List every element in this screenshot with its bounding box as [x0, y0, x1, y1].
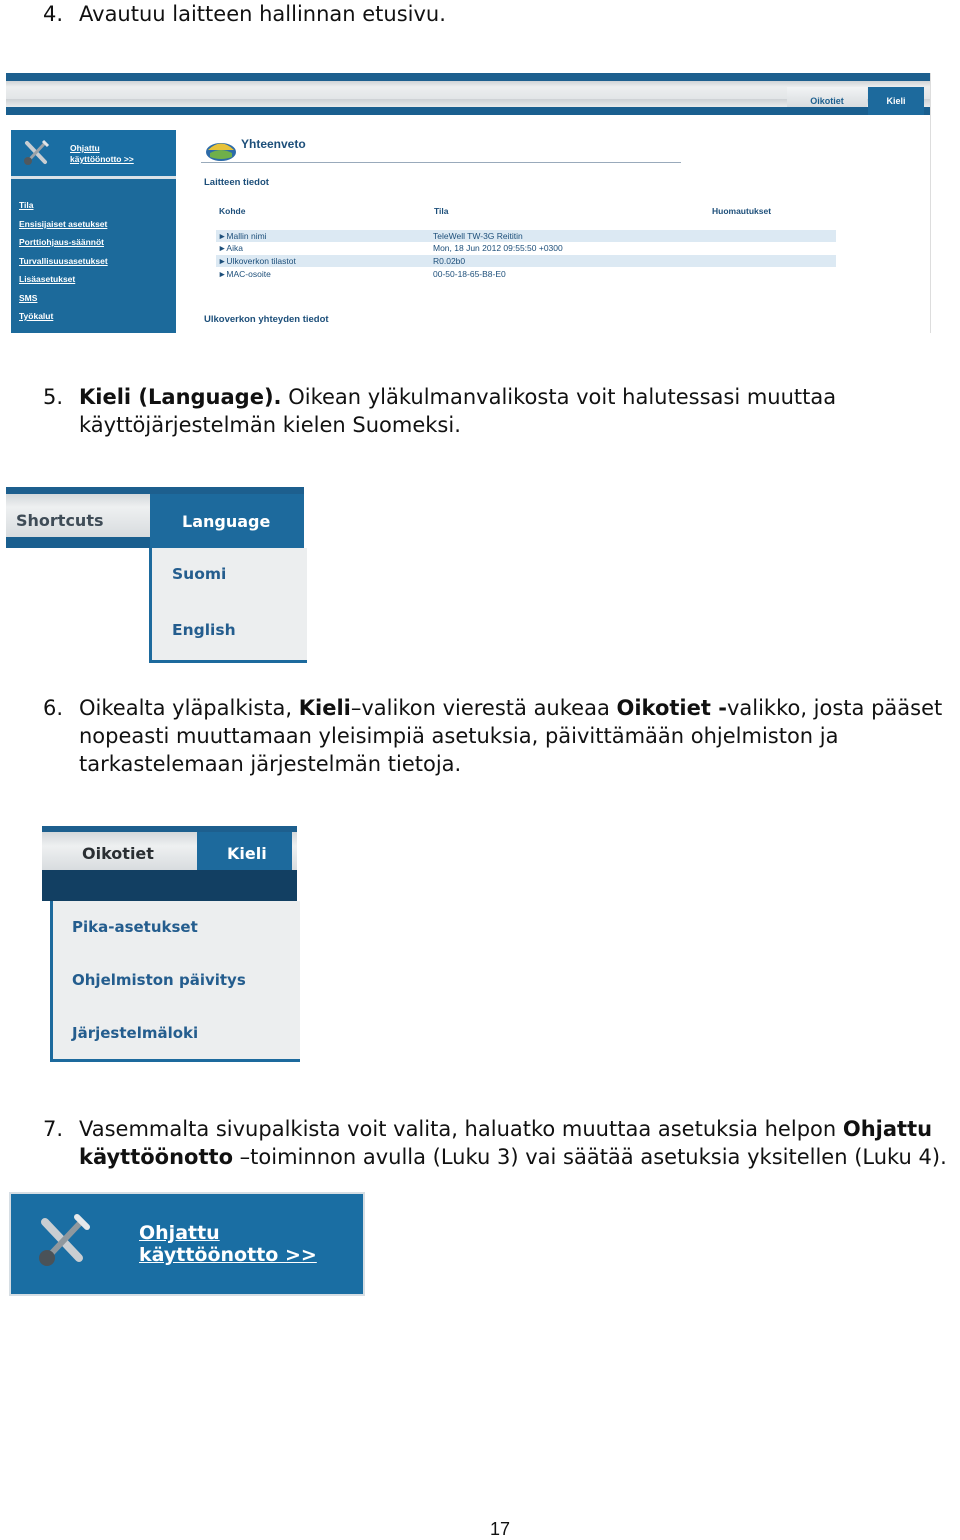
step-number: 4. — [43, 2, 64, 26]
menu-item-jarjestelmaloki[interactable]: Järjestelmäloki — [72, 1024, 199, 1042]
step-number: 7. — [43, 1117, 64, 1141]
wizard-box[interactable] — [11, 130, 176, 179]
step-text-line1 — [79, 383, 952, 411]
column-header-huomautukset: Huomautukset — [712, 206, 772, 216]
tab-kieli-label: Kieli — [227, 844, 267, 863]
wizard-link-line2: käyttöönotto >> — [70, 154, 134, 164]
wizard-link-line1: Ohjattu — [70, 143, 100, 153]
tools-icon — [33, 1212, 93, 1272]
sidebar-item-turvallisuus[interactable]: Turvallisuusasetukset — [19, 255, 108, 266]
table-row — [216, 230, 836, 242]
step-bold: Oikotiet - — [616, 696, 727, 720]
wizard-link[interactable] — [139, 1222, 317, 1266]
step-text-line1 — [79, 694, 952, 722]
sidebar-item-tyokalut[interactable]: Työkalut — [19, 311, 54, 321]
wizard-link-screenshot[interactable] — [9, 1192, 365, 1296]
step-text: Avautuu laitteen hallinnan etusivu. — [79, 2, 446, 26]
shortcuts-dropdown — [50, 901, 300, 1062]
sidebar-item-sms[interactable]: SMS — [19, 292, 38, 303]
table-row — [216, 242, 836, 254]
step-5 — [0, 383, 960, 439]
step-6 — [0, 694, 960, 778]
row-value: Mon, 18 Jun 2012 09:55:50 +0300 — [433, 243, 563, 253]
menu-item-english[interactable]: English — [172, 621, 236, 639]
tab-language-label: Language — [182, 512, 271, 531]
sidebar-item-porttiohjaus[interactable]: Porttiohjaus-säännöt — [19, 237, 105, 247]
step-text-line2 — [79, 1143, 952, 1171]
step-bold: käyttöönotto — [79, 1145, 233, 1169]
top-bar — [42, 826, 297, 901]
step-text-line1 — [79, 1115, 952, 1143]
step-4 — [0, 0, 960, 28]
main-content — [201, 130, 921, 330]
tab-shortcuts[interactable]: Shortcuts — [16, 511, 104, 530]
step-text-line2: käyttöjärjestelmän kielen Suomeksi. — [79, 413, 461, 437]
row-value: R0.02b0 — [433, 256, 466, 266]
sidebar-item-lisaasetukset[interactable]: Lisäasetukset — [19, 274, 76, 284]
row-key: ►Aika — [218, 243, 243, 253]
page-number: 17 — [489, 1519, 511, 1539]
step-text: Oikealta yläpalkista, — [79, 696, 299, 720]
step-number: 6. — [43, 696, 64, 720]
table-row — [216, 255, 836, 267]
step-text: valikko, josta pääset — [726, 696, 943, 720]
section-wan-info: Ulkoverkon yhteyden tiedot — [204, 314, 329, 325]
step-bold: Kieli (Language). — [79, 385, 282, 409]
tab-oikotiet[interactable]: Oikotiet — [82, 844, 154, 863]
sidebar-menu — [19, 200, 108, 330]
row-key: ►Mallin nimi — [218, 231, 267, 241]
language-menu-screenshot — [6, 487, 304, 662]
wizard-link-line1: Ohjattu — [139, 1222, 220, 1244]
step-bold: Ohjattu — [842, 1117, 933, 1141]
step-text-line3: tarkastelemaan järjestelmän tietoja. — [79, 752, 462, 776]
sidebar-item-tila[interactable]: Tila — [19, 200, 34, 210]
row-value: 00-50-18-65-B8-E0 — [433, 269, 506, 279]
page-title: Yhteenveto — [241, 137, 306, 151]
table-row — [216, 268, 836, 280]
menu-item-suomi[interactable]: Suomi — [172, 565, 227, 583]
step-text: –valikon vierestä aukeaa — [350, 696, 617, 720]
row-value: TeleWell TW-3G Reititin — [433, 231, 523, 241]
summary-icon — [204, 137, 238, 163]
section-device-info: Laitteen tiedot — [204, 177, 269, 188]
step-text: Vasemmalta sivupalkista voit valita, haluatko muuttaa asetuksia helpon — [79, 1117, 843, 1141]
sidebar-item-ensisijaiset[interactable]: Ensisijaiset asetukset — [19, 218, 108, 229]
step-bold: Kieli — [298, 696, 351, 720]
top-bar — [6, 487, 304, 548]
language-dropdown — [149, 548, 307, 663]
tab-kieli[interactable]: Kieli — [868, 87, 924, 115]
tab-kieli[interactable] — [197, 832, 292, 870]
menu-item-pika-asetukset[interactable]: Pika-asetukset — [72, 918, 198, 936]
step-text-line2: nopeasti muuttamaan yleisimpiä asetuksia, päivittämään ohjelmiston ja — [79, 724, 839, 748]
step-text: –toiminnon avulla (Luku 3) vai säätää asetuksia yksitellen (Luku 4). — [233, 1145, 947, 1169]
shortcuts-menu-screenshot — [42, 826, 297, 1062]
wizard-link[interactable] — [70, 143, 134, 165]
divider — [201, 162, 681, 163]
row-key: ►MAC-osoite — [218, 269, 271, 279]
step-7 — [0, 1115, 960, 1171]
tools-icon — [21, 138, 51, 168]
step-number: 5. — [43, 385, 64, 409]
tab-language[interactable] — [150, 494, 304, 548]
row-key: ►Ulkoverkon tilastot — [218, 256, 296, 266]
column-header-tila: Tila — [434, 206, 449, 216]
router-summary-screenshot — [6, 73, 931, 333]
tab-oikotiet[interactable]: Oikotiet — [787, 87, 867, 107]
top-bar — [6, 73, 930, 115]
column-header-kohde: Kohde — [219, 206, 246, 216]
wizard-link-line2: käyttöönotto >> — [139, 1244, 317, 1266]
step-text: Oikean yläkulmanvalikosta voit halutessasi muuttaa — [281, 385, 837, 409]
sidebar — [11, 130, 176, 333]
menu-item-ohjelmiston-paivitys[interactable]: Ohjelmiston päivitys — [72, 971, 246, 989]
